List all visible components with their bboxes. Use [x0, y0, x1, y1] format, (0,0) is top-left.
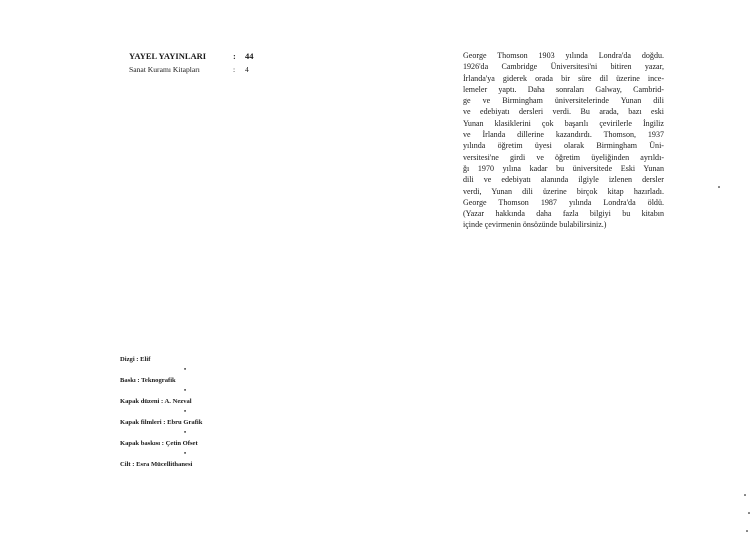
credit-separator-dot: • — [183, 430, 187, 436]
series-row-collection — [129, 63, 265, 77]
credit-binding: Cilt : Esra Mücellithanesi — [120, 461, 193, 468]
bio-line: versitesi'ne girdi ve öğretim üyeliğinden ayrıldı- — [463, 152, 664, 162]
credit-separator-dot: • — [183, 367, 187, 373]
separator: : — [233, 65, 236, 74]
bio-line: lemeler yaptı. Daha sonraları Galway, Cambrid- — [463, 84, 664, 94]
scan-speck — [744, 494, 746, 496]
credit-separator-dot: • — [183, 451, 187, 457]
credit-typesetting: Dizgi : Elif — [120, 356, 151, 363]
print-credits — [120, 355, 255, 470]
bio-line: Yunan klasiklerini çok başarılı çevirilerle İngiliz — [463, 118, 664, 128]
credit-printing: Baskı : Teknografik — [120, 377, 176, 384]
author-biography — [463, 50, 664, 231]
bio-line: ğı 1970 yılına kadar bu üniversitede Eski Yunan — [463, 163, 664, 173]
bio-line: George Thomson 1903 yılında Londra'da doğdu. — [463, 51, 664, 60]
scan-speck — [746, 530, 748, 532]
credit-cover-design: Kapak düzeni : A. Nezval — [120, 398, 192, 405]
credit-cover-print: Kapak baskısı : Çetin Ofset — [120, 440, 198, 447]
series-info — [129, 49, 265, 77]
bio-line: George Thomson 1987 yılında Londra'da öldü. — [463, 197, 664, 207]
scan-speck — [748, 512, 750, 514]
series-number: 44 — [245, 51, 254, 61]
bio-line: 1926'da Cambridge Üniversitesi'ni bitiren yazar, — [463, 62, 664, 72]
publisher-name: YAYEL YAYINLARI — [129, 51, 207, 61]
bio-line: İrlanda'ya giderek orada bir süre dil üzerine ince- — [463, 73, 664, 83]
bio-line: yılında öğretim üyesi olarak Birmingham Üni- — [463, 141, 664, 151]
collection-number: 4 — [245, 65, 249, 74]
series-row-publisher — [129, 49, 265, 63]
bio-line: ve edebiyatı dersleri verdi. Bu arada, bazı eski — [463, 107, 664, 117]
scan-speck — [718, 186, 720, 188]
collection-name: Sanat Kuramı Kitapları — [129, 65, 200, 74]
bio-line: ve İrlanda dillerine kazandırdı. Thomson, 1937 — [463, 130, 664, 140]
bio-line: dili ve edebiyatı alanında ilgiyle izlenen dersler — [463, 175, 664, 185]
credit-separator-dot: • — [183, 388, 187, 394]
bio-line: ge ve Birmingham üniversitelerinde Yunan dili — [463, 96, 664, 106]
bio-line: (Yazar hakkında daha fazla bilgiyi bu kitabın — [463, 209, 664, 219]
credit-cover-films: Kapak filmleri : Ebru Grafik — [120, 419, 203, 426]
separator: : — [233, 51, 236, 61]
bio-line: içinde çevirmenin önsözünde bulabilirsiniz.) — [463, 220, 607, 230]
credit-separator-dot: • — [183, 409, 187, 415]
bio-line: verdi, Yunan dili üzerine birçok kitap hazırladı. — [463, 186, 664, 196]
